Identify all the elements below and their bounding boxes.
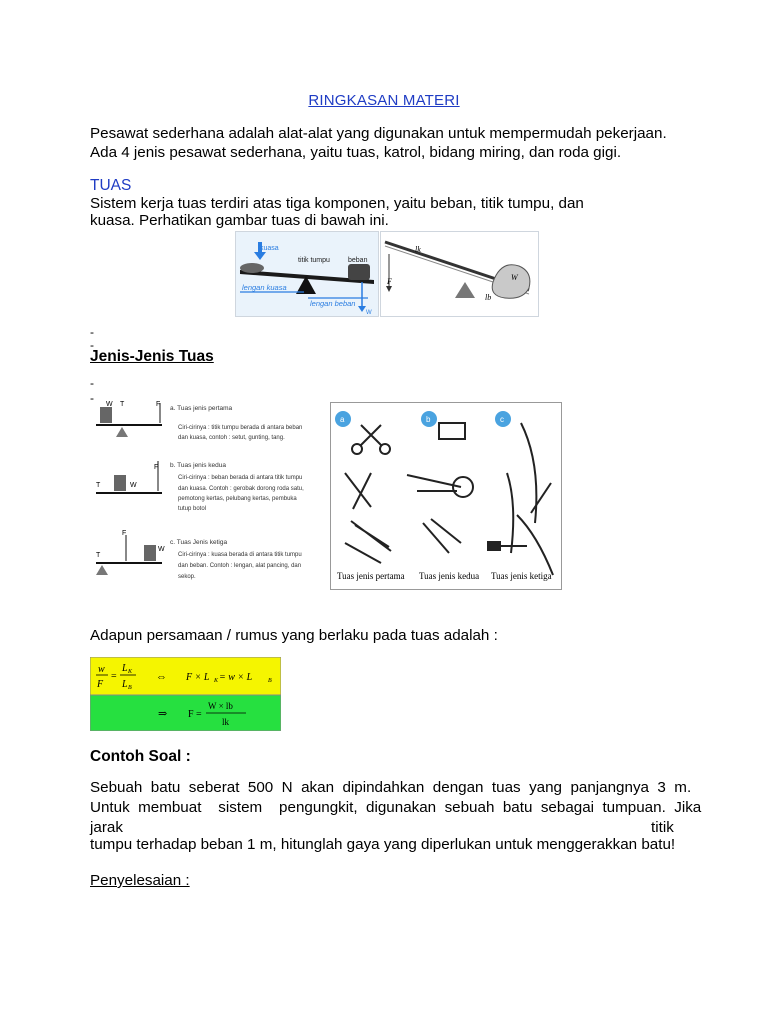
formula-lk-sub: K	[128, 669, 133, 675]
rumus-intro: Adapun persamaan / rumus yang berlaku pada tuas adalah :	[90, 627, 498, 644]
type-a-line: Ciri-cirinya : titik tumpu berada di antara beban	[178, 425, 303, 431]
dash-1: -	[90, 325, 94, 339]
type-c-line: sekop.	[178, 574, 196, 580]
type-c-title: c. Tuas Jenis ketiga	[170, 539, 228, 546]
formula-box	[90, 657, 281, 731]
panel-b-tag: b	[426, 415, 431, 424]
type-b-w: W	[130, 482, 137, 489]
page-title: RINGKASAN MATERI	[308, 92, 460, 109]
formula-w: w	[98, 664, 105, 675]
panel-c-tag: c	[500, 415, 504, 424]
w-label: W	[366, 310, 372, 316]
type-c-f: F	[122, 530, 127, 537]
caption-ketiga: Tuas jenis ketiga	[491, 571, 552, 581]
lb-label: lb	[485, 293, 492, 302]
w-rock-label: W	[511, 273, 518, 282]
lever-rock-figure	[380, 231, 539, 317]
contoh-line-4: tumpu terhadap beban 1 m, hitunglah gaya yang diperlukan untuk menggerakkan batu!	[90, 836, 676, 853]
type-c-t: T	[96, 552, 101, 559]
type-b-f: F	[154, 464, 159, 471]
type-b-line: pemotong kertas, pelubang kertas, pembuka	[178, 496, 297, 502]
titik-tumpu-label: titik tumpu	[298, 257, 330, 264]
type-a-w: W	[106, 401, 113, 408]
contoh-line-3b: titik	[651, 819, 674, 836]
contoh-soal-heading: Contoh Soal :	[90, 748, 191, 765]
type-a-t: T	[120, 401, 125, 408]
tuas-line-1: Sistem kerja tuas terdiri atas tiga komponen, yaitu beban, titik tumpu, dan	[90, 195, 584, 212]
contoh-line-2: Untuk membuat sistem pengungkit, digunakan sebuah batu sebagai tumpuan. Jika	[90, 799, 702, 816]
type-c-line: Ciri-cirinya : kuasa berada di antara titik tumpu	[178, 552, 302, 558]
formula-rhs2: = w × L	[219, 672, 253, 683]
jenis-tuas-heading: Jenis-Jenis Tuas	[90, 348, 214, 365]
type-c-w: W	[158, 546, 165, 553]
svg-text:=: =	[111, 671, 117, 682]
lever-types-figure	[92, 399, 328, 589]
type-b-line: dan kuasa. Contoh : gerobak dorong roda satu,	[178, 486, 304, 492]
formula-row2-arrow: ⇒	[158, 708, 168, 720]
lengan-kuasa-label: lengan kuasa	[242, 283, 287, 292]
formula-row2-lhs: F =	[188, 709, 202, 720]
kuasa-label: kuasa	[260, 245, 279, 252]
lk-label: lk	[415, 245, 421, 254]
formula-f: F	[97, 679, 104, 690]
type-c-line: dan beban. Contoh : lengan, alat pancing, dan	[178, 563, 302, 569]
formula-rhs1: F × L	[186, 672, 210, 683]
type-b-line: tutup botol	[178, 506, 207, 512]
tuas-heading: TUAS	[90, 177, 132, 194]
panel-a-tag: a	[340, 415, 345, 424]
intro-line-1: Pesawat sederhana adalah alat-alat yang digunakan untuk mempermudah pekerjaan.	[90, 125, 667, 142]
dash-2: -	[90, 338, 94, 352]
caption-kedua: Tuas jenis kedua	[419, 571, 480, 581]
type-a-title: a. Tuas jenis pertama	[170, 405, 233, 412]
lever-diagram-figure	[235, 231, 379, 317]
formula-lb-sub: B	[128, 685, 132, 691]
dash-4: -	[90, 391, 94, 405]
contoh-line-3a: jarak	[90, 819, 123, 836]
formula-arrow: ⇔	[156, 671, 167, 683]
lever-examples-figure	[330, 402, 562, 590]
dash-3: -	[90, 376, 94, 390]
formula-row2-num: W × lb	[208, 701, 233, 711]
type-a-line: dan kuasa, contoh : setut, gunting, tang.	[178, 435, 285, 441]
intro-line-2: Ada 4 jenis pesawat sederhana, yaitu tuas, katrol, bidang miring, dan roda gigi.	[90, 144, 622, 161]
formula-lk: L	[122, 663, 128, 674]
tuas-line-2: kuasa. Perhatikan gambar tuas di bawah ini.	[90, 212, 389, 229]
type-b-line: Ciri-cirinya : beban berada di antara titik tumpu	[178, 475, 303, 481]
f-label: F	[387, 277, 392, 286]
penyelesaian-heading: Penyelesaian :	[90, 872, 190, 889]
beban-label: beban	[348, 257, 368, 264]
contoh-line-1: Sebuah batu seberat 500 N akan dipindahkan dengan tuas yang panjangnya 3 m.	[90, 779, 692, 796]
lengan-beban-label: lengan beban	[310, 299, 356, 308]
type-a-f: F	[156, 401, 161, 408]
formula-rhs1-sub: K	[214, 678, 219, 684]
formula-rhs2-sub: B	[268, 678, 272, 684]
type-b-title: b. Tuas jenis kedua	[170, 462, 227, 469]
formula-row2-den: lk	[222, 717, 230, 727]
caption-pertama: Tuas jenis pertama	[337, 571, 405, 581]
formula-lb: L	[122, 679, 128, 690]
type-b-t: T	[96, 482, 101, 489]
